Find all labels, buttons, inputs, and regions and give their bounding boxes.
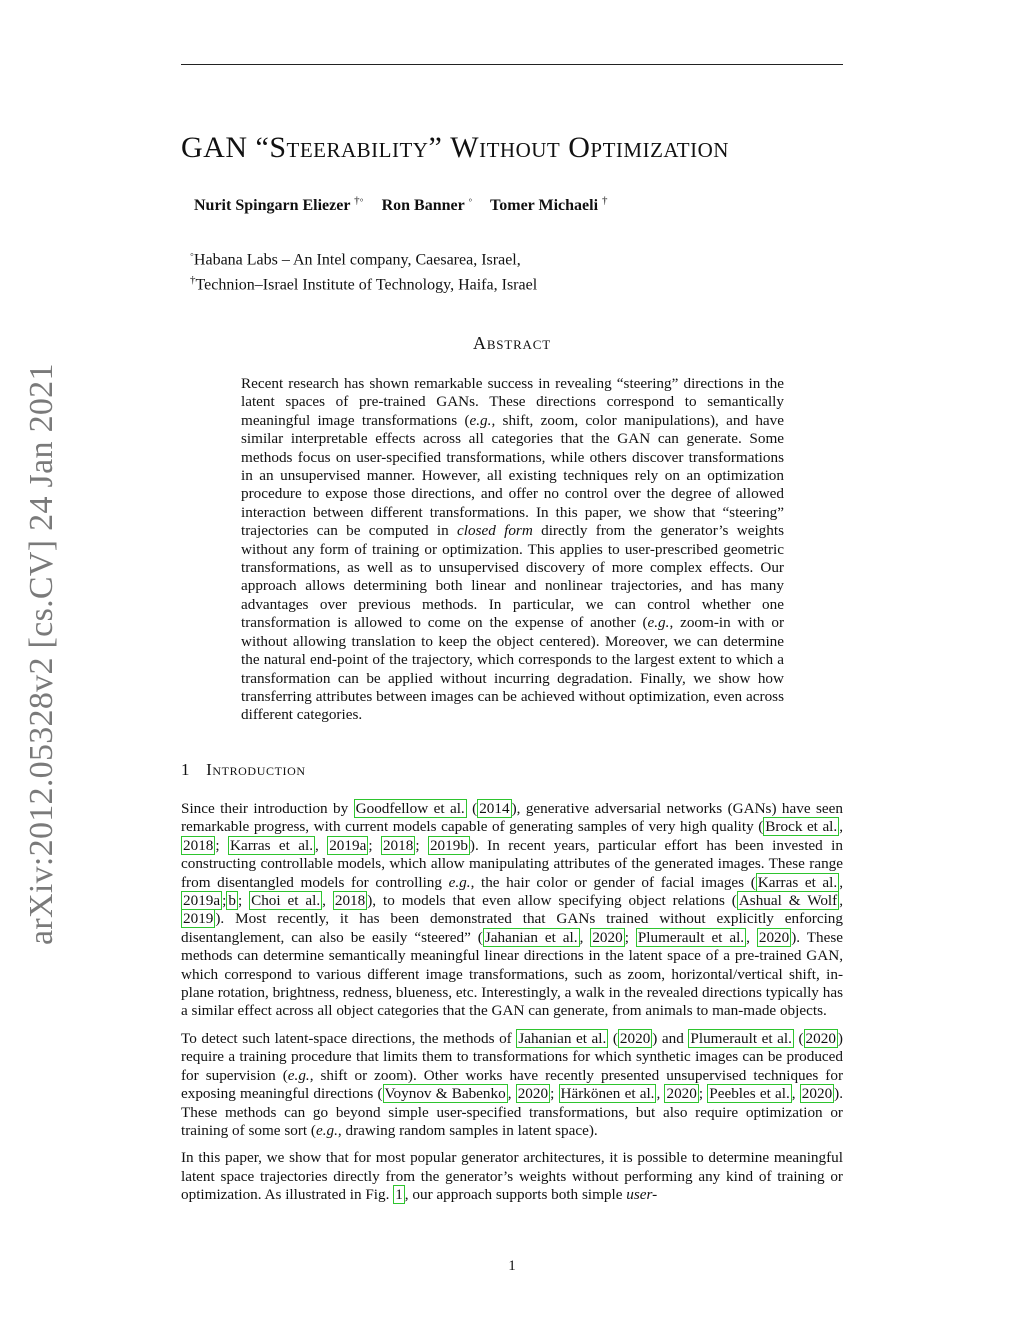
- text: (: [608, 1029, 618, 1047]
- affiliation-text: Technion–Israel Institute of Technology, Haifa, Israel: [195, 276, 538, 294]
- text: In this paper, we show that for most popular generator architectures, it is possible to determine meaningful latent space trajectories directly from the generator’s weights without performing any kind of training or optimization. As illustrated in Fig.: [181, 1149, 843, 1204]
- citation-link[interactable]: Karras et al.: [757, 873, 838, 891]
- text: , the hair color or gender of facial images (: [470, 873, 756, 891]
- text: ;: [624, 928, 636, 946]
- paragraph: [181, 1149, 843, 1204]
- body-text: [181, 800, 843, 1214]
- text: ,: [791, 1085, 800, 1103]
- top-rule: [181, 64, 843, 65]
- title-part-3: ”: [428, 131, 451, 164]
- text: ;: [222, 892, 227, 910]
- citation-link[interactable]: 2018: [382, 836, 414, 854]
- text: ,: [315, 836, 328, 854]
- citation-link[interactable]: Jahanian et al.: [518, 1029, 607, 1047]
- section-title: Introduction: [206, 760, 306, 779]
- abstract-italic: closed form: [457, 522, 533, 540]
- affiliation-mark: †: [190, 274, 196, 287]
- figure-link[interactable]: 1: [395, 1186, 403, 1204]
- text: ). Most recently, it has been demonstrated that GANs trained without explicitly enforcing disentanglement, can also be easily “steered” (: [181, 910, 843, 946]
- text: ;: [698, 1085, 708, 1103]
- section-heading: [181, 760, 781, 780]
- title-part-2: Steerability: [269, 131, 429, 164]
- paragraph: [181, 1030, 843, 1140]
- citation-link[interactable]: 2019a: [329, 836, 367, 854]
- citation-link[interactable]: Karras et al.: [230, 836, 313, 854]
- text: ,: [839, 818, 843, 836]
- citation-link[interactable]: Peebles et al.: [709, 1085, 790, 1103]
- citation-link[interactable]: 2019: [183, 910, 214, 928]
- section-number: 1: [181, 760, 191, 779]
- author: [194, 197, 364, 214]
- text: ,: [507, 1085, 516, 1103]
- citation-link[interactable]: Brock et al.: [765, 818, 838, 836]
- abstract-heading: Abstract: [473, 333, 551, 353]
- author-marks: †: [602, 195, 608, 207]
- author-marks: ◦: [468, 195, 473, 207]
- text: , shift or zoom). Other works have recently presented unsupervised techniques for exposing meaningful directions (: [181, 1066, 843, 1103]
- citation-link[interactable]: 2020: [592, 928, 623, 946]
- abstract-italic: e.g.: [469, 411, 492, 429]
- text: ;: [550, 1085, 559, 1103]
- citation-link[interactable]: Plumerault et al.: [637, 928, 745, 946]
- text: ,: [746, 928, 757, 946]
- author-name: Tomer Michaeli: [490, 197, 599, 215]
- title-part-1: GAN “: [181, 131, 270, 164]
- citation-link[interactable]: 2020: [619, 1029, 651, 1047]
- citation-link[interactable]: Goodfellow et al.: [355, 800, 465, 817]
- citation-link[interactable]: Ashual & Wolf: [738, 892, 838, 910]
- citation-link[interactable]: Plumerault et al.: [690, 1029, 792, 1047]
- citation-link[interactable]: Voynov & Babenko: [384, 1085, 506, 1103]
- italic-text: e.g.: [315, 1121, 338, 1139]
- citation-link[interactable]: 2018: [183, 836, 214, 854]
- author-name: Ron Banner: [381, 197, 465, 215]
- text: ;: [237, 892, 250, 910]
- affiliation: [190, 245, 840, 270]
- text: (: [466, 800, 478, 817]
- affiliations: [190, 245, 840, 296]
- affiliation-mark: ◦: [190, 249, 194, 261]
- citation-link[interactable]: Härkönen et al.: [560, 1085, 655, 1103]
- citation-link[interactable]: Choi et al.: [251, 892, 321, 910]
- page-number: 1: [508, 1258, 516, 1274]
- citation-link[interactable]: 2020: [666, 1085, 697, 1103]
- citation-link[interactable]: b: [228, 892, 236, 910]
- text: ), to models that even allow specifying object relations (: [367, 892, 737, 910]
- affiliation: [190, 270, 840, 295]
- text: ) require a training procedure that limits them to transformations for which synthetic images can be produced for supervision (: [181, 1029, 843, 1084]
- text: ) and: [652, 1029, 689, 1047]
- text: ,: [322, 892, 333, 910]
- text: , our approach supports both simple: [404, 1186, 627, 1204]
- author-marks: †◦: [354, 195, 364, 207]
- text: ;: [415, 836, 428, 854]
- abstract-text: Recent research has shown remarkable success in revealing “steering” directions in the latent spaces of pre-trained GANs. These directions correspond to semantically meaningful image transformations (: [241, 375, 784, 429]
- citation-link[interactable]: 2020: [801, 1085, 833, 1103]
- citation-link[interactable]: 2018: [334, 892, 366, 910]
- text: ;: [215, 836, 228, 854]
- text: Since their introduction by: [181, 800, 354, 817]
- citation-link[interactable]: 2014: [479, 800, 510, 817]
- text: ). These methods can determine semantically meaningful linear directions in the latent space of a pre-trained GAN, which correspond to various different image transformations, such as zoom, horizontal/vertical shift, in-plane rotation, brightness, redness, blueness, etc. Interestingly, a walk in the revealed directions typically has a similar effect across all object categories that the GAN can generate, from animals to man-made objects.: [181, 928, 844, 1020]
- text: ;: [368, 836, 381, 854]
- abstract-text: directly from the generator’s weights without any form of training or optimization. This applies to user-prescribed geometric transformations, as well as to unsupervised discovery of more complex effects. Our approach allows determining both linear and nonlinear trajectories, and has many advantages over previous methods. In particular, we can control whether one transformation is allowed to come on the expense of another (: [241, 522, 784, 632]
- author-list: [194, 188, 844, 219]
- italic-text: e.g.: [448, 873, 471, 891]
- text: ,: [656, 1085, 665, 1103]
- text: ,: [839, 873, 843, 891]
- paper-title: [181, 128, 881, 168]
- text: To detect such latent-space directions, the methods of: [181, 1029, 517, 1047]
- arxiv-stamp: arXiv:2012.05328v2 [cs.CV] 24 Jan 2021: [23, 363, 60, 945]
- italic-text: user-: [626, 1186, 658, 1204]
- abstract-body: [241, 375, 784, 725]
- citation-link[interactable]: 2019a: [183, 892, 221, 910]
- author: [490, 197, 607, 214]
- text: ). In recent years, particular effort has been invested in constructing controllable models, which allow manipulating attributes of the generated images. These range from disentangled models for controlling: [181, 836, 843, 891]
- citation-link[interactable]: 2020: [805, 1029, 836, 1047]
- citation-link[interactable]: Jahanian et al.: [484, 928, 578, 946]
- text: , drawing random samples in latent space).: [337, 1121, 598, 1139]
- title-part-4: Without Optimization: [450, 131, 729, 164]
- citation-link[interactable]: 2019b: [429, 836, 468, 854]
- author-name: Nurit Spingarn Eliezer: [194, 197, 351, 215]
- abstract-text: , shift, zoom, color manipulations), and have similar interpretable effects across all categories that the GAN can generate. Some methods focus on user-specified transformations, while others discover transformations in an unsupervised manner. However, all existing techniques rely on an optimization procedure to expose those directions, and offer no control over the degree of allowed interaction between different transformations. In this paper, we show that “steering” trajectories can be computed in: [241, 411, 785, 540]
- text: (: [793, 1029, 804, 1047]
- paragraph: [181, 800, 843, 1021]
- text: ), generative adversarial networks (GANs) have seen remarkable progress, with current models capable of generating samples of very high quality (: [181, 800, 843, 836]
- citation-link[interactable]: 2020: [758, 928, 790, 946]
- italic-text: e.g.: [287, 1066, 310, 1084]
- text: ,: [839, 892, 843, 910]
- abstract-text: , zoom-in with or without allowing translation to keep the object centered). Moreover, we can determine the natural end-point of the trajectory, which corresponds to the largest extent to which a transformation can be applied without incurring degradation. Finally, we show how transferring attributes between images can be achieved without optimization, even across different categories.: [241, 614, 784, 724]
- text: ,: [579, 928, 591, 946]
- author: [382, 197, 473, 214]
- text: ). These methods can go beyond simple user-specified transformations, but also require optimization or training of some sort (: [181, 1085, 844, 1139]
- abstract-italic: e.g.: [647, 614, 670, 632]
- citation-link[interactable]: 2020: [517, 1085, 549, 1103]
- affiliation-text: Habana Labs – An Intel company, Caesarea, Israel,: [193, 251, 521, 269]
